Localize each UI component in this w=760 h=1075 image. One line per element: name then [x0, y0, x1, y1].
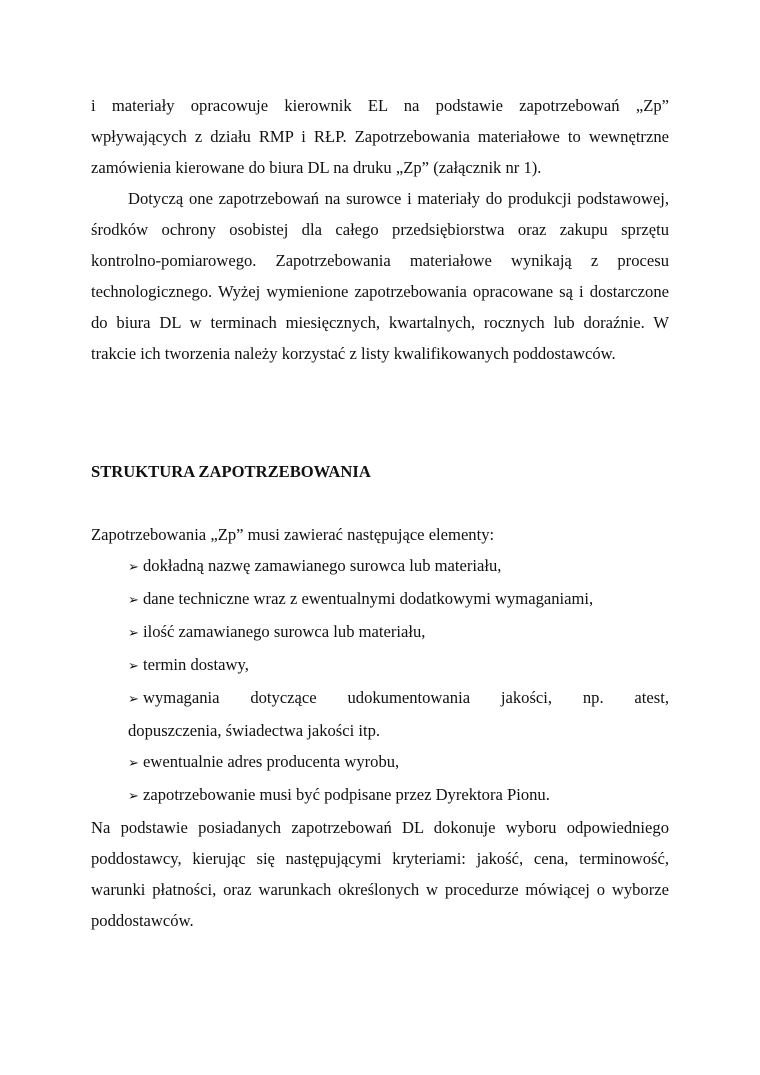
- arrow-bullet-icon: ➢: [128, 593, 139, 608]
- list-item-continuation: [128, 715, 669, 746]
- list-item-text: termin dostawy,: [143, 655, 249, 674]
- list-item: [128, 779, 669, 812]
- requirements-list: [91, 550, 669, 812]
- list-item-text: wymagania dotyczące udokumentowania jakości, np. atest,: [143, 688, 669, 707]
- arrow-bullet-icon: ➢: [128, 756, 139, 771]
- list-item: [128, 550, 669, 583]
- arrow-bullet-icon: ➢: [128, 659, 139, 674]
- list-item-text: ilość zamawianego surowca lub materiału,: [143, 622, 426, 641]
- arrow-bullet-icon: ➢: [128, 692, 139, 707]
- list-item-text: dokładną nazwę zamawianego surowca lub materiału,: [143, 556, 502, 575]
- paragraph-1: i materiały opracowuje kierownik EL na podstawie zapotrzebowań „Zp” wpływających z działu RMP i RŁP. Zapotrzebowania materiałowe to wewnętrzne zamówienia kierowane do biura DL na druku „Zp” (załącznik nr 1).: [91, 96, 669, 177]
- list-intro: Zapotrzebowania „Zp” musi zawierać następujące elementy:: [91, 525, 495, 544]
- list-item-text: zapotrzebowanie musi być podpisane przez Dyrektora Pionu.: [143, 785, 550, 804]
- list-item: [128, 616, 669, 649]
- list-item: [128, 682, 669, 715]
- list-item-text: dane techniczne wraz z ewentualnymi dodatkowymi wymaganiami,: [143, 589, 594, 608]
- arrow-bullet-icon: ➢: [128, 626, 139, 641]
- arrow-bullet-icon: ➢: [128, 789, 139, 804]
- section-heading: STRUKTURA ZAPOTRZEBOWANIA: [91, 462, 371, 481]
- list-item: [128, 746, 669, 779]
- requirements-section: [91, 519, 669, 936]
- document-page-top: [91, 90, 669, 369]
- list-item: [128, 583, 669, 616]
- list-item-continuation-text: dopuszczenia, świadectwa jakości itp.: [128, 721, 381, 740]
- paragraph-2: Dotyczą one zapotrzebowań na surowce i materiały do produkcji podstawowej, środków ochrony osobistej dla całego przedsiębiorstwa oraz zakupu sprzętu kontrolno-pomiarowego. Zapotrzebowania materiałowe wynikają z procesu technologicznego. Wyżej wymienione zapotrzebowania opracowane są i dostarczone do biura DL w terminach miesięcznych, kwartalnych, rocznych lub doraźnie. W trakcie ich tworzenia należy korzystać z listy kwalifikowanych poddostawców.: [91, 189, 669, 363]
- arrow-bullet-icon: ➢: [128, 560, 139, 575]
- list-item: [128, 649, 669, 682]
- list-item-text: ewentualnie adres producenta wyrobu,: [143, 752, 400, 771]
- paragraph-3: Na podstawie posiadanych zapotrzebowań DL dokonuje wyboru odpowiedniego poddostawcy, kierując się następującymi kryteriami: jakość, cena, terminowość, warunki płatności, oraz warunkach określonych w procedurze mówiącej o wyborze poddostawców.: [91, 818, 669, 930]
